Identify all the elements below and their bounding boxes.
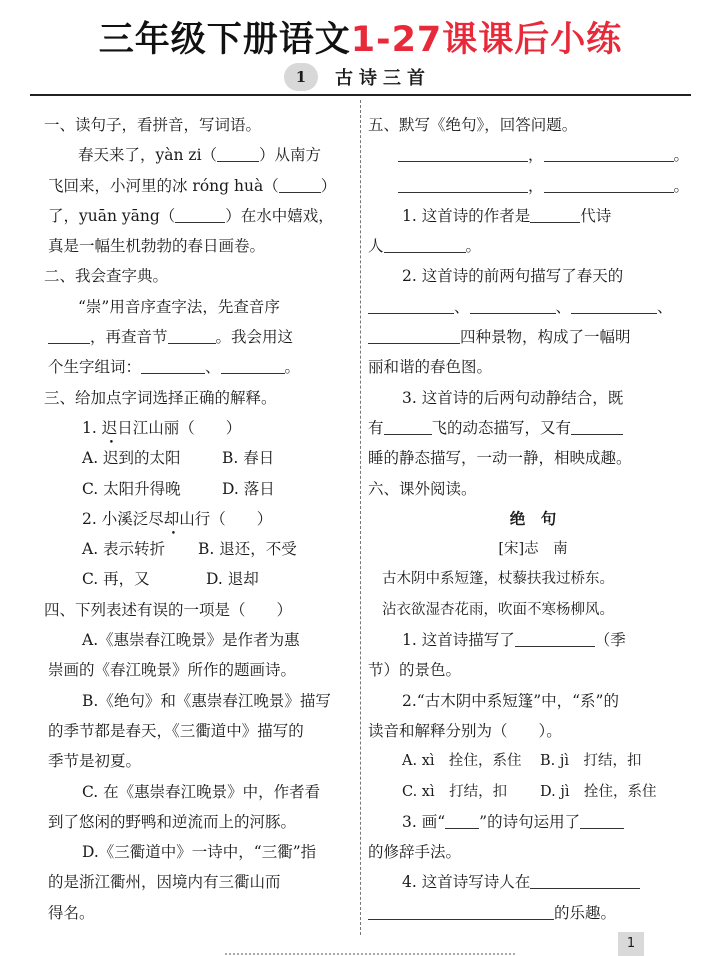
r6-q4-line-2: 的乐趣。 xyxy=(368,898,698,928)
option-A[interactable]: A. 迟到的太阳 xyxy=(82,449,181,468)
answer-blank[interactable] xyxy=(530,870,640,889)
q2-stem: 2. 小溪泛尽却山行（ ） xyxy=(82,509,273,528)
section-4-heading: 四、下列表述有误的一项是（ ） xyxy=(44,600,293,619)
r5-q2-line-1: 2. 这首诗的前两句描写了春天的 xyxy=(402,267,624,286)
s4-option-c-line-1: C. 在《惠崇春江晚景》中，作者看 xyxy=(82,782,321,801)
answer-blank[interactable] xyxy=(580,810,624,829)
answer-blank[interactable] xyxy=(368,295,454,314)
answer-blank[interactable] xyxy=(398,174,528,193)
answer-blank[interactable] xyxy=(48,325,90,344)
s4-option-d-line-3: 得名。 xyxy=(48,903,95,922)
answer-blank[interactable] xyxy=(384,416,432,435)
r6-q2-options-ab xyxy=(368,746,698,776)
s1-line-4: 真是一幅生机勃勃的春日画卷。 xyxy=(48,237,266,256)
r6-q3-line-2: 的修辞手法。 xyxy=(368,843,462,862)
s4-option-d-line-1: D.《三衢道中》一诗中，“三衢”指 xyxy=(82,843,317,862)
s1-line-3: 了，yuān yāng（ ）在水中嬉戏， xyxy=(48,201,354,231)
s2-line-2: ，再查音节 。我会用这 xyxy=(48,322,354,352)
lesson-number-badge: 1 xyxy=(284,63,318,91)
option-C[interactable]: C. 再，又 xyxy=(82,570,150,589)
s2-line-1: “崇”用音序查字法，先查音序 xyxy=(78,297,280,316)
r5-q3-line-2: 有 飞的动态描写，又有 xyxy=(368,413,698,443)
r5-q2-line-2: 、 、 、 xyxy=(368,292,698,322)
option-C[interactable]: C. 太阳升得晚 xyxy=(82,479,181,498)
s4-option-c-line-2: 到了悠闲的野鸭和逆流而上的河豚。 xyxy=(48,812,297,831)
s1-line-2: 飞回来，小河里的冰 róng huà（ ） xyxy=(48,171,354,201)
lesson-header xyxy=(30,62,691,96)
section-1-heading: 一、读句子，看拼音，写词语。 xyxy=(44,116,262,134)
section-3-heading: 三、给加点字词选择正确的解释。 xyxy=(44,388,277,407)
answer-blank[interactable] xyxy=(141,355,205,374)
header-rule xyxy=(30,94,691,96)
r5-q3-line-1: 3. 这首诗的后两句动静结合，既 xyxy=(402,388,624,407)
option-B[interactable]: B. jì 打结，扣 xyxy=(540,753,642,770)
poem-line-2: 沾衣欲湿杏花雨，吹面不寒杨柳风。 xyxy=(382,601,614,618)
answer-blank[interactable] xyxy=(571,416,623,435)
answer-blank[interactable] xyxy=(168,325,216,344)
answer-blank[interactable] xyxy=(470,295,556,314)
right-column xyxy=(368,110,698,928)
option-D[interactable]: D. 落日 xyxy=(222,479,275,498)
r6-q2-line-1: 2.“古木阴中系短篷”中，“系”的 xyxy=(402,691,619,710)
option-A[interactable]: A. 表示转折 xyxy=(82,540,166,559)
r5-q2-line-3: 四种景物，构成了一幅明 xyxy=(368,322,698,352)
option-C[interactable]: C. xì 打结，扣 xyxy=(402,783,508,800)
poem-line-1: 古木阴中系短篷，杖藜扶我过桥东。 xyxy=(382,571,614,588)
r5-q1-line-1: 1. 这首诗的作者是 代诗 xyxy=(368,201,698,231)
option-B[interactable]: B. 退还，不受 xyxy=(198,540,297,559)
poem-title: 绝 句 xyxy=(509,508,557,528)
s4-option-b-line-2: 的季节都是春天，《三衢道中》描写的 xyxy=(48,721,304,740)
section-6-heading: 六、课外阅读。 xyxy=(368,479,477,498)
answer-blank[interactable] xyxy=(544,143,674,162)
column-divider xyxy=(360,100,361,935)
s4-option-a-line-1: A.《惠崇春江晚景》是作者为惠 xyxy=(82,631,300,650)
poem-author: [宋]志 南 xyxy=(498,541,568,558)
option-D[interactable]: D. 退却 xyxy=(206,570,259,589)
q1-options-ab xyxy=(48,443,354,473)
answer-blank[interactable] xyxy=(530,204,580,223)
page-title: 三年级下册语文1-27课课后小练 xyxy=(98,20,623,60)
answer-blank[interactable] xyxy=(544,174,674,193)
option-D[interactable]: D. jì 拴住，系住 xyxy=(540,783,657,800)
r6-q1-line-1: 1. 这首诗描写了 （季 xyxy=(368,625,698,655)
r5-q3-line-3: 睡的静态描写，一动一静，相映成趣。 xyxy=(368,449,632,468)
q2-options-ab xyxy=(48,534,354,564)
answer-blank[interactable] xyxy=(368,325,460,344)
r6-q1-line-2: 节）的景色。 xyxy=(368,661,462,680)
s2-line-3: 个生字组词： 、 。 xyxy=(48,352,354,382)
q1-options-cd xyxy=(48,474,354,504)
r6-q4-line-1: 4. 这首诗写诗人在 xyxy=(368,867,698,897)
section-5-heading: 五、默写《绝句》，回答问题。 xyxy=(368,116,578,134)
r5-q1-line-2: 人 。 xyxy=(368,231,698,261)
page-number: 1 xyxy=(618,932,644,956)
answer-blank[interactable] xyxy=(368,901,554,920)
q1-stem: 1. 迟日江山丽（ ） xyxy=(82,418,242,437)
answer-blank[interactable] xyxy=(217,143,259,162)
option-B[interactable]: B. 春日 xyxy=(222,449,275,468)
r5-q2-line-4: 丽和谐的春色图。 xyxy=(368,358,493,377)
option-A[interactable]: A. xì 拴住，系住 xyxy=(402,753,522,770)
r6-q2-options-cd xyxy=(368,777,698,807)
left-column xyxy=(44,110,354,928)
r6-q3-line-1: 3. 画“ ”的诗句运用了 xyxy=(368,807,698,837)
q2-options-cd xyxy=(48,564,354,594)
answer-blank[interactable] xyxy=(279,174,321,193)
s4-option-b-line-1: B.《绝句》和《惠崇春江晚景》描写 xyxy=(82,691,331,710)
section-2-heading: 二、我会查字典。 xyxy=(44,267,169,286)
answer-blank[interactable] xyxy=(445,810,479,829)
answer-blank[interactable] xyxy=(175,204,225,223)
answer-blank[interactable] xyxy=(398,143,528,162)
lesson-name: 古诗三首 xyxy=(335,68,431,89)
answer-blank[interactable] xyxy=(221,355,285,374)
poem-recital-line-1: ， 。 xyxy=(368,140,698,170)
poem-recital-line-2: ， 。 xyxy=(368,171,698,201)
answer-blank[interactable] xyxy=(571,295,657,314)
r6-q2-line-2: 读音和解释分别为（ ）。 xyxy=(368,721,562,740)
answer-blank[interactable] xyxy=(384,234,466,253)
s4-option-a-line-2: 崇画的《春江晚景》所作的题画诗。 xyxy=(48,661,297,680)
s4-option-d-line-2: 的是浙江衢州，因境内有三衢山而 xyxy=(48,873,281,892)
answer-blank[interactable] xyxy=(515,628,595,647)
s4-option-b-line-3: 季节是初夏。 xyxy=(48,752,142,771)
s1-line-1: 春天来了，yàn zi（ ）从南方 xyxy=(48,140,354,170)
